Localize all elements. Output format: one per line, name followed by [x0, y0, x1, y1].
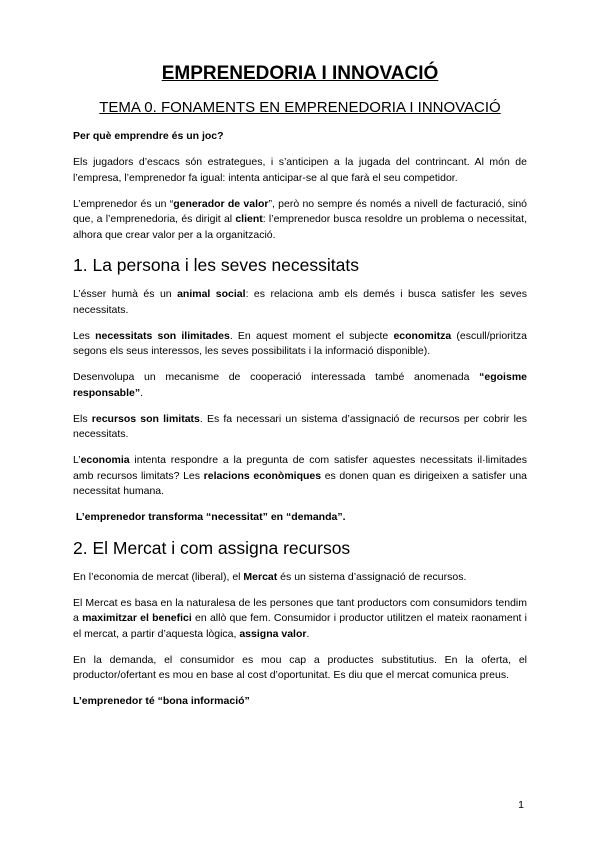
- section-2-paragraph-3: En la demanda, el consumidor es mou cap a productes substitutius. En la oferta, el productor/ofertant es mou en base al cost d’oportunitat. Es diu que el mercat comunica preus.: [73, 653, 527, 681]
- document-body: [73, 62, 527, 720]
- page-number: 1: [518, 799, 524, 811]
- section-1-paragraph-1: L’ésser humà és un animal social: es relaciona amb els demés i busca satisfer les seves necessitats.: [73, 288, 528, 316]
- intro-paragraph-1: Els jugadors d’escacs són estrategues, i s’anticipen a la jugada del contrincant. Al món de l’empresa, l’emprenedor fa igual: intenta anticipar-se al que farà el seu competidor.: [73, 156, 527, 184]
- section-1-paragraph-4: Els recursos son limitats. Es fa necessari un sistema d’assignació de recursos per cobrir les necessitats.: [73, 412, 528, 440]
- section-1-paragraph-2: Les necessitats son ilimitades. En aquest moment el subjecte economitza (escull/prioritza segons els seus interessos, les seves possibilitats i la informació disponible).: [73, 329, 527, 357]
- section-2-heading: 2. El Mercat i com assigna recursos: [73, 537, 351, 558]
- intro-paragraph-2: L’emprenedor és un “generador de valor”, però no sempre és només a nivell de facturació, sinó que, a l’emprenedoria, és dirigit al client: l’emprenedor busca resoldre un problema o necessitat, alhora que crear valor per a la organització.: [73, 197, 528, 241]
- intro-question: Per què emprendre és un joc?: [73, 130, 224, 142]
- section-1-paragraph-5: L’economia intenta respondre a la pregunta de com satisfer aquestes necessitats il·limitades amb recursos limitats? Les relacions econòmiques es donen quan es dirigeixen a satisfer una necessitat humana.: [73, 454, 527, 497]
- section-1-heading: 1. La persona i les seves necessitats: [73, 255, 359, 275]
- section-2-conclusion: L’emprenedor té “bona informació”: [73, 695, 250, 707]
- section-2-paragraph-1: En l’economia de mercat (liberal), el Mercat és un sistema d’assignació de recursos.: [73, 570, 467, 583]
- tema-heading: TEMA 0. FONAMENTS EN EMPRENEDORIA I INNOVACIÓ: [99, 99, 501, 116]
- section-1-paragraph-3: Desenvolupa un mecanisme de cooperació interessada també anomenada “egoisme responsable”.: [73, 371, 527, 399]
- document-title: EMPRENEDORIA I INNOVACIÓ: [161, 63, 439, 84]
- section-2-paragraph-2: El Mercat es basa en la naturalesa de les persones que tant productors com consumidors tendim a maximitzar el benefici en allò que fem. Consumidor i productor utilitzen el mateix raonament i el mercat, a partir d’aquesta lògica, assigna valor.: [73, 596, 528, 640]
- section-1-conclusion: L’emprenedor transforma “necessitat” en “demanda”.: [73, 511, 346, 523]
